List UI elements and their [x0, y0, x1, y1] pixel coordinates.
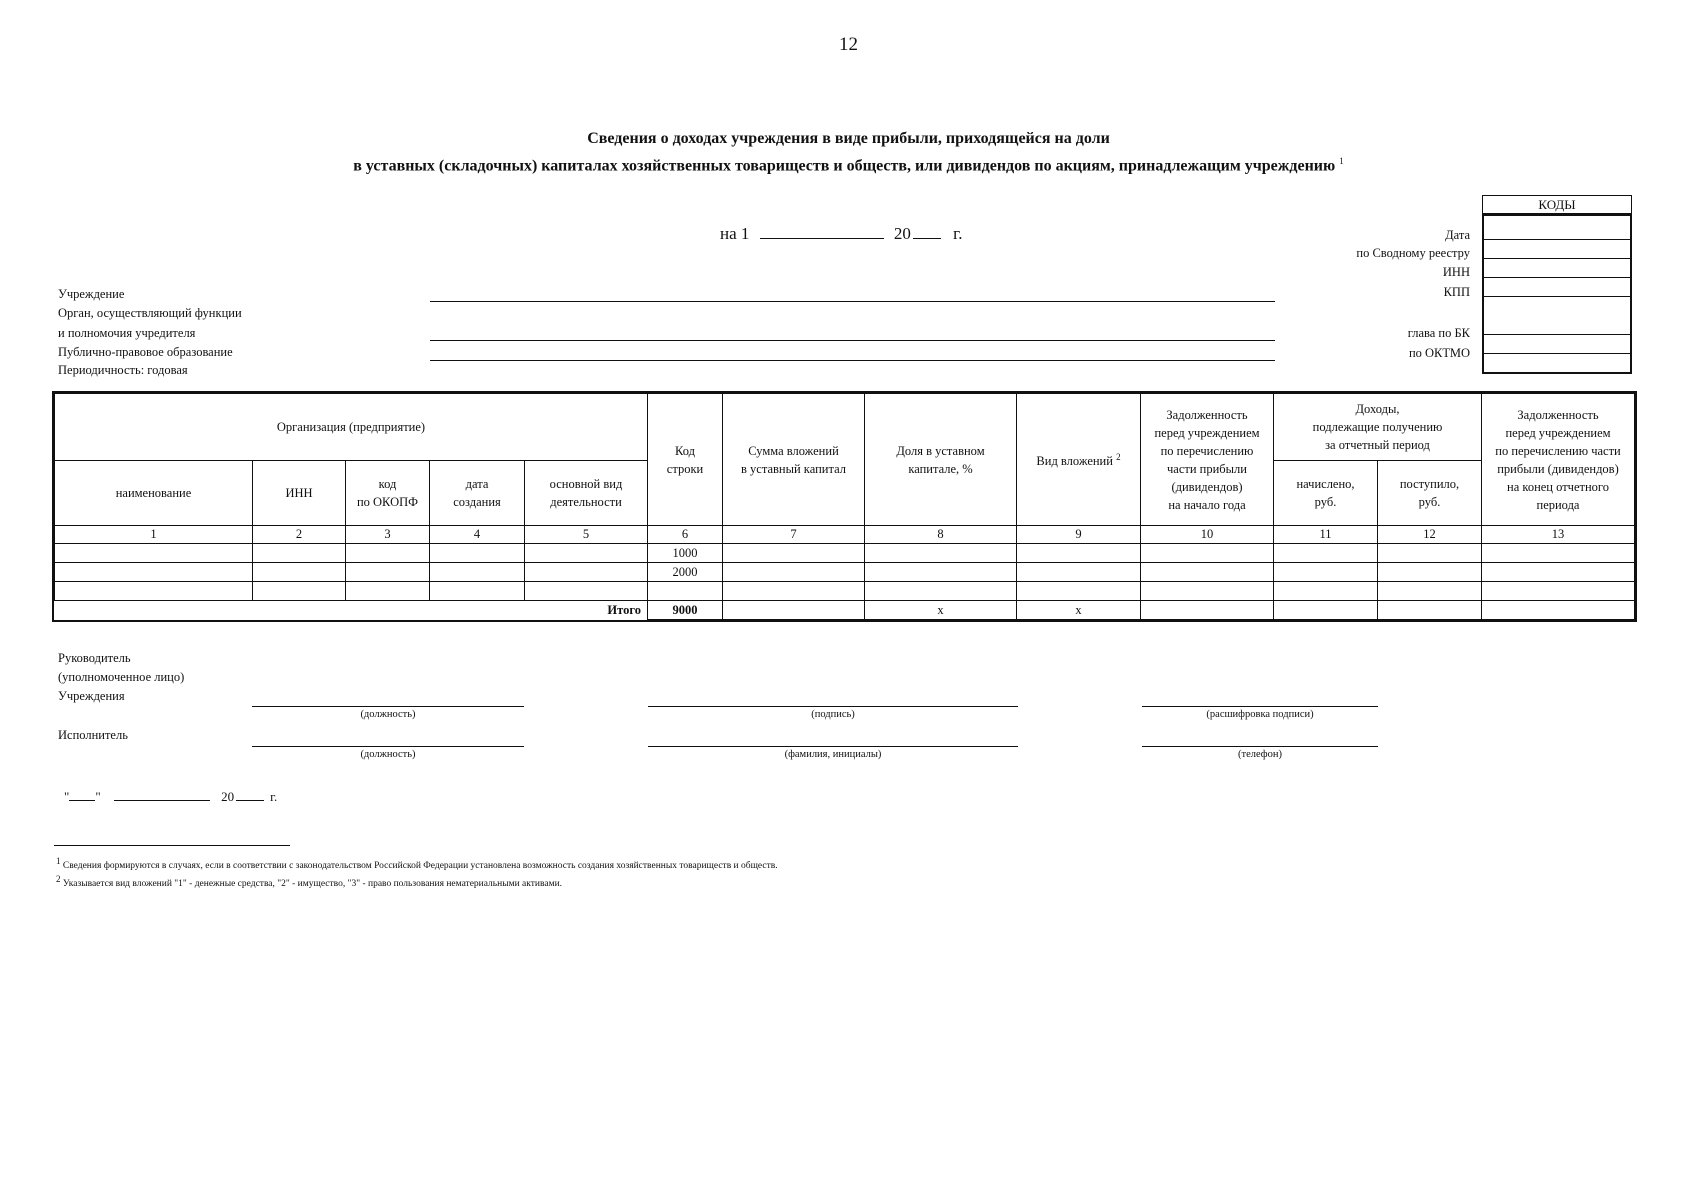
executor-position-line[interactable] [252, 746, 524, 747]
header-type [1017, 394, 1141, 526]
cell-received[interactable] [1378, 544, 1482, 563]
cell-activity[interactable] [525, 582, 648, 601]
received-l2: руб. [1418, 495, 1441, 509]
header-investment [723, 394, 865, 526]
header-received [1378, 461, 1482, 526]
cell-received[interactable] [1378, 582, 1482, 601]
code-label-oktmo: по ОКТМО [1408, 346, 1470, 360]
column-number: 2 [253, 526, 346, 544]
code-label-bk: глава по БК [1407, 326, 1470, 340]
label-head-2: (уполномоченное лицо) [58, 670, 185, 684]
cell-investment[interactable] [723, 544, 865, 563]
title-footnote-mark: 1 [1339, 156, 1344, 166]
code-cell-oktmo[interactable] [1483, 335, 1631, 354]
column-number: 6 [648, 526, 723, 544]
date-year-prefix-2: 20 [221, 789, 235, 804]
cell-activity[interactable] [525, 563, 648, 582]
column-number: 10 [1141, 526, 1274, 544]
cell-inn[interactable] [253, 544, 346, 563]
head-position-line[interactable] [252, 706, 524, 707]
header-inn: ИНН [253, 461, 346, 526]
column-number: 4 [430, 526, 525, 544]
accrued-l2: руб. [1314, 495, 1337, 509]
created-l1: дата [465, 477, 489, 491]
header-organization: Организация (предприятие) [55, 394, 648, 461]
income-l2: подлежащие получению [1312, 420, 1443, 434]
cell-debt-start[interactable] [1141, 563, 1274, 582]
caption-name: (фамилия, инициалы) [784, 749, 882, 760]
date-year-prefix: 20 [893, 224, 911, 243]
footnote-2-text: Указывается вид вложений "1" - денежные средства, "2" - имущество, "3" - право пользования нематериальными активами. [62, 879, 563, 890]
report-date [720, 224, 962, 244]
date-day-month-blank[interactable] [760, 224, 884, 239]
debt-end-l5: на конец отчетного [1507, 479, 1609, 494]
footnote-1 [56, 856, 778, 871]
debt-start-l3: по перечислению [1160, 443, 1254, 458]
label-head-3: Учреждения [58, 689, 125, 703]
founder-line[interactable] [430, 340, 1275, 341]
total-received[interactable] [1378, 601, 1482, 620]
cell-row-code [648, 582, 723, 601]
label-periodicity: Периодичность: годовая [58, 363, 188, 377]
cell-okopf[interactable] [346, 582, 430, 601]
code-cell-inn[interactable] [1483, 259, 1631, 278]
header-okopf [346, 461, 430, 526]
head-signature-line[interactable] [648, 706, 1018, 707]
code-cell-bk[interactable] [1483, 297, 1631, 335]
received-l1: поступило, [1399, 477, 1460, 491]
total-investment[interactable] [723, 601, 865, 620]
cell-okopf[interactable] [346, 563, 430, 582]
code-cell-date[interactable] [1483, 215, 1631, 240]
label-founder-1: Орган, осуществляющий функции [58, 306, 242, 320]
column-number: 1 [55, 526, 253, 544]
total-debt-end[interactable] [1482, 601, 1635, 620]
code-label-inn: ИНН [1442, 265, 1470, 279]
header-accrued [1274, 461, 1378, 526]
income-table [54, 393, 1635, 620]
column-number: 13 [1482, 526, 1635, 544]
share-l1: Доля в уставном [896, 443, 985, 458]
column-number: 11 [1274, 526, 1378, 544]
date-suffix-2: г. [270, 789, 278, 804]
head-decoding-line[interactable] [1142, 706, 1378, 707]
public-entity-line[interactable] [430, 360, 1275, 361]
cell-accrued[interactable] [1274, 563, 1378, 582]
total-code: 9000 [648, 601, 723, 620]
header-activity [525, 461, 648, 526]
header-row-code [648, 394, 723, 526]
cell-accrued[interactable] [1274, 544, 1378, 563]
header-name: наименование [55, 461, 253, 526]
okopf-l2: по ОКОПФ [356, 495, 419, 509]
debt-end-l6: периода [1536, 497, 1580, 512]
cell-investment[interactable] [723, 563, 865, 582]
date-day-blank[interactable] [69, 788, 95, 801]
executor-name-line[interactable] [648, 746, 1018, 747]
table-row [55, 582, 1635, 601]
cell-created[interactable] [430, 544, 525, 563]
header-share [865, 394, 1017, 526]
cell-name[interactable] [55, 582, 253, 601]
document-title-line1: Сведения о доходах учреждения в виде прибыли, приходящейся на доли [587, 130, 1110, 147]
cell-type[interactable] [1017, 563, 1141, 582]
column-number: 5 [525, 526, 648, 544]
total-label: Итого [55, 601, 648, 620]
footnote-1-mark: 1 [56, 856, 61, 866]
cell-activity[interactable] [525, 544, 648, 563]
investment-l2: в уставный капитал [741, 461, 846, 476]
footnote-2 [56, 874, 562, 889]
caption-signature: (подпись) [811, 709, 855, 720]
row-code-l1: Код [675, 443, 695, 458]
cell-created[interactable] [430, 582, 525, 601]
institution-line[interactable] [430, 301, 1275, 302]
total-debt-start[interactable] [1141, 601, 1274, 620]
column-number: 12 [1378, 526, 1482, 544]
cell-received[interactable] [1378, 563, 1482, 582]
cell-share[interactable] [865, 582, 1017, 601]
debt-start-l2: перед учреждением [1154, 425, 1260, 440]
cell-name[interactable] [55, 563, 253, 582]
label-founder-2: и полномочия учредителя [58, 326, 196, 340]
code-cell-kpp[interactable] [1483, 278, 1631, 297]
date-quote-open: " [64, 789, 70, 804]
column-number: 9 [1017, 526, 1141, 544]
page-number: 12 [839, 34, 858, 55]
cell-row-code: 1000 [648, 544, 723, 563]
label-executor: Исполнитель [58, 728, 128, 742]
cell-share[interactable] [865, 563, 1017, 582]
cell-accrued[interactable] [1274, 582, 1378, 601]
code-label-kpp: КПП [1443, 285, 1470, 299]
income-l1: Доходы, [1355, 402, 1400, 416]
cell-investment[interactable] [723, 582, 865, 601]
header-debt-start [1141, 394, 1274, 526]
cell-inn[interactable] [253, 563, 346, 582]
column-number: 7 [723, 526, 865, 544]
type-mark: 2 [1116, 452, 1121, 463]
debt-end-l3: по перечислению части [1495, 443, 1621, 458]
activity-l1: основной вид [549, 477, 623, 491]
row-code-l2: строки [666, 461, 704, 476]
date-year-blank-2[interactable] [236, 788, 264, 801]
code-cell-registry[interactable] [1483, 240, 1631, 259]
activity-l2: деятельности [550, 495, 622, 509]
executor-phone-line[interactable] [1142, 746, 1378, 747]
debt-start-l4: части прибыли [1167, 461, 1247, 476]
caption-phone: (телефон) [1238, 749, 1282, 760]
debt-start-l5: (дивидендов) [1171, 479, 1243, 494]
investment-l1: Сумма вложений [748, 443, 839, 458]
cell-debt-end[interactable] [1482, 582, 1635, 601]
header-created [430, 461, 525, 526]
cell-debt-end[interactable] [1482, 563, 1635, 582]
total-row [55, 601, 1635, 620]
date-suffix: г. [953, 224, 963, 243]
footnote-separator [54, 845, 290, 846]
codes-header: КОДЫ [1483, 196, 1632, 214]
table-row [55, 563, 1635, 582]
cell-type[interactable] [1017, 544, 1141, 563]
caption-position: (должность) [360, 709, 416, 720]
debt-end-l2: перед учреждением [1505, 425, 1611, 440]
document-title-line2 [0, 156, 1697, 175]
codes-box [1482, 195, 1632, 374]
total-accrued[interactable] [1274, 601, 1378, 620]
header-income [1274, 394, 1482, 461]
debt-end-l4: прибыли (дивидендов) [1497, 461, 1619, 476]
label-institution: Учреждение [58, 287, 125, 301]
date-prefix: на 1 [720, 224, 750, 243]
cell-debt-start[interactable] [1141, 582, 1274, 601]
cell-created[interactable] [430, 563, 525, 582]
debt-start-l1: Задолженность [1166, 407, 1248, 422]
header-debt-end [1482, 394, 1635, 526]
code-label-registry: по Сводному реестру [1356, 246, 1470, 260]
cell-name[interactable] [55, 544, 253, 563]
date-month-blank[interactable] [114, 788, 210, 801]
title-line2-text: в уставных (складочных) капиталах хозяйственных товариществ и обществ, или дивидендов по акциям, принадлежащим учреждению [353, 157, 1336, 175]
accrued-l1: начислено, [1296, 477, 1355, 491]
date-quote-close: " [95, 789, 101, 804]
caption-position-2: (должность) [360, 749, 416, 760]
okopf-l1: код [378, 477, 397, 491]
type-text: Вид вложений [1036, 454, 1113, 469]
footnote-2-mark: 2 [56, 874, 61, 884]
footnote-1-text: Сведения формируются в случаях, если в соответствии с законодательством Российской Федерации установлена возможность создания хозяйственных товариществ и обществ. [62, 861, 778, 872]
total-share: x [865, 601, 1017, 620]
cell-debt-start[interactable] [1141, 544, 1274, 563]
cell-row-code: 2000 [648, 563, 723, 582]
label-head-1: Руководитель [58, 651, 131, 665]
total-type: x [1017, 601, 1141, 620]
cell-share[interactable] [865, 544, 1017, 563]
label-public-entity: Публично-правовое образование [58, 345, 233, 359]
code-cell-blank[interactable] [1483, 354, 1631, 374]
column-number: 8 [865, 526, 1017, 544]
column-numbers-row [55, 526, 1635, 544]
caption-decoding: (расшифровка подписи) [1206, 709, 1314, 720]
cell-type[interactable] [1017, 582, 1141, 601]
column-number: 3 [346, 526, 430, 544]
cell-okopf[interactable] [346, 544, 430, 563]
share-l2: капитале, % [908, 461, 973, 476]
debt-start-l6: на начало года [1168, 497, 1246, 512]
date-year-blank[interactable] [913, 224, 941, 239]
cell-inn[interactable] [253, 582, 346, 601]
income-l3: за отчетный период [1325, 438, 1430, 452]
created-l2: создания [453, 495, 501, 509]
cell-debt-end[interactable] [1482, 544, 1635, 563]
signature-date [64, 788, 277, 805]
debt-end-l1: Задолженность [1517, 407, 1599, 422]
table-row [55, 544, 1635, 563]
code-label-date: Дата [1445, 228, 1470, 242]
